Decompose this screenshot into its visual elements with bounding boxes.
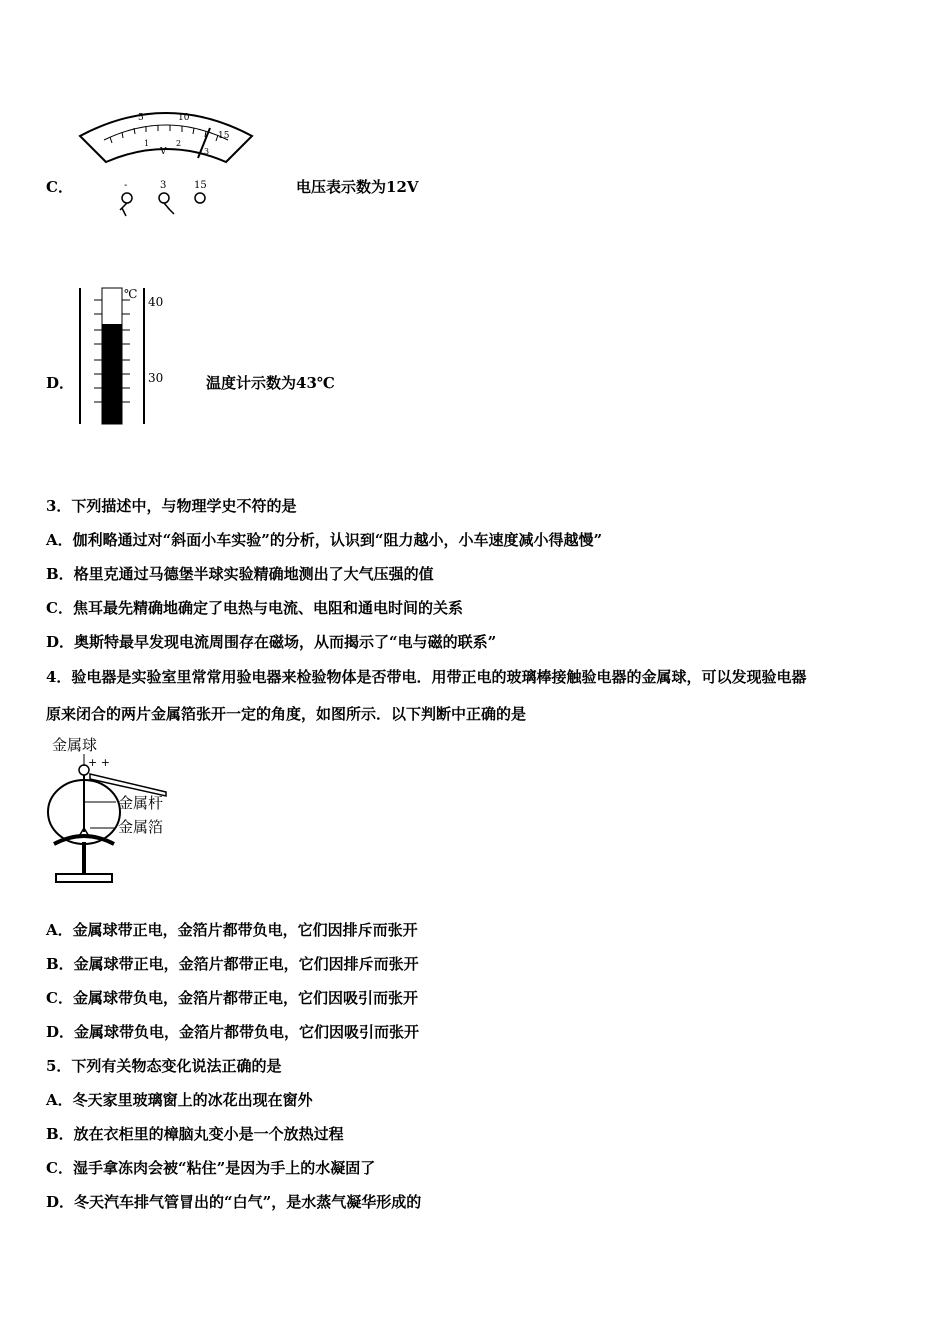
wire-3 bbox=[164, 203, 174, 214]
thermometer-unit: ℃ bbox=[124, 287, 138, 301]
q4-option-b: B．金属球带正电，金箔片都带正电，它们因排斥而张开 bbox=[46, 955, 419, 973]
q3-option-c: C．焦耳最先精确地确定了电热与电流、电阻和通电时间的关系 bbox=[46, 599, 463, 617]
terminal-label-15: 15 bbox=[194, 180, 207, 191]
terminal-minus bbox=[122, 193, 132, 203]
thermometer-figure bbox=[74, 286, 174, 428]
q4-option-c: C．金属球带负电，金箔片都带正电，它们因吸引而张开 bbox=[46, 989, 418, 1007]
voltmeter-unit: V bbox=[160, 147, 167, 157]
terminal-label-minus: - bbox=[124, 180, 128, 191]
voltmeter-bottom-scale-2: 2 bbox=[176, 139, 182, 148]
q3-option-d: D．奥斯特最早发现电流周围存在磁场，从而揭示了“电与磁的联系” bbox=[46, 633, 497, 651]
q3-stem: 3．下列描述中，与物理学史不符的是 bbox=[46, 497, 297, 515]
voltmeter-bottom-scale-1: 1 bbox=[144, 139, 150, 148]
stand-base bbox=[56, 874, 112, 882]
option-c-label: C． bbox=[46, 178, 73, 196]
option-d-label: D． bbox=[46, 374, 75, 392]
voltmeter-bottom-scale-3: 3 bbox=[204, 147, 210, 156]
voltmeter-top-scale-2: 10 bbox=[178, 113, 190, 123]
q3-option-a: A．伽利略通过对“斜面小车实验”的分析，认识到“阻力越小，小车速度减小得越慢” bbox=[46, 531, 603, 549]
option-d-caption: 温度计示数为43℃ bbox=[206, 374, 335, 392]
q4-option-d: D．金属球带负电，金箔片都带负电，它们因吸引而张开 bbox=[46, 1023, 420, 1041]
q5-option-c: C．湿手拿冻肉会被“粘住”是因为手上的水凝固了 bbox=[46, 1159, 376, 1177]
voltmeter-top-scale-3: 15 bbox=[218, 131, 230, 141]
terminal-label-3: 3 bbox=[160, 180, 167, 191]
label-metal-ball: 金属球 bbox=[52, 736, 98, 754]
thermometer-tick-40: 40 bbox=[148, 295, 164, 309]
wire-minus bbox=[120, 203, 127, 216]
electroscope-figure bbox=[40, 732, 190, 890]
q5-option-a: A．冬天家里玻璃窗上的冰花出现在窗外 bbox=[46, 1091, 313, 1109]
q4-stem-line1: 4．验电器是实验室里常常用验电器来检验物体是否带电．用带正电的玻璃棒接触验电器的金属球，可以发现验电器 bbox=[46, 668, 807, 686]
q4-option-a: A．金属球带正电，金箔片都带负电，它们因排斥而张开 bbox=[46, 921, 418, 939]
option-c-caption: 电压表示数为12V bbox=[296, 178, 419, 196]
q5-option-b: B．放在衣柜里的樟脑丸变小是一个放热过程 bbox=[46, 1125, 344, 1143]
label-metal-rod: 金属杆 bbox=[118, 794, 164, 812]
q5-stem: 5．下列有关物态变化说法正确的是 bbox=[46, 1057, 282, 1075]
charge-signs: + + bbox=[88, 756, 110, 769]
q4-stem-line2: 原来闭合的两片金属箔张开一定的角度，如图所示．以下判断中正确的是 bbox=[46, 705, 527, 723]
voltmeter-figure bbox=[76, 100, 256, 220]
terminal-15 bbox=[195, 193, 205, 203]
q3-option-b: B．格里克通过马德堡半球实验精确地测出了大气压强的值 bbox=[46, 565, 434, 583]
thermometer-tick-30: 30 bbox=[148, 371, 164, 385]
q5-option-d: D．冬天汽车排气管冒出的“白气”，是水蒸气凝华形成的 bbox=[46, 1193, 422, 1211]
terminal-3 bbox=[159, 193, 169, 203]
thermometer-liquid-column bbox=[102, 324, 122, 424]
voltmeter-top-scale-1: 5 bbox=[138, 113, 144, 123]
label-metal-foil: 金属箔 bbox=[118, 818, 164, 836]
